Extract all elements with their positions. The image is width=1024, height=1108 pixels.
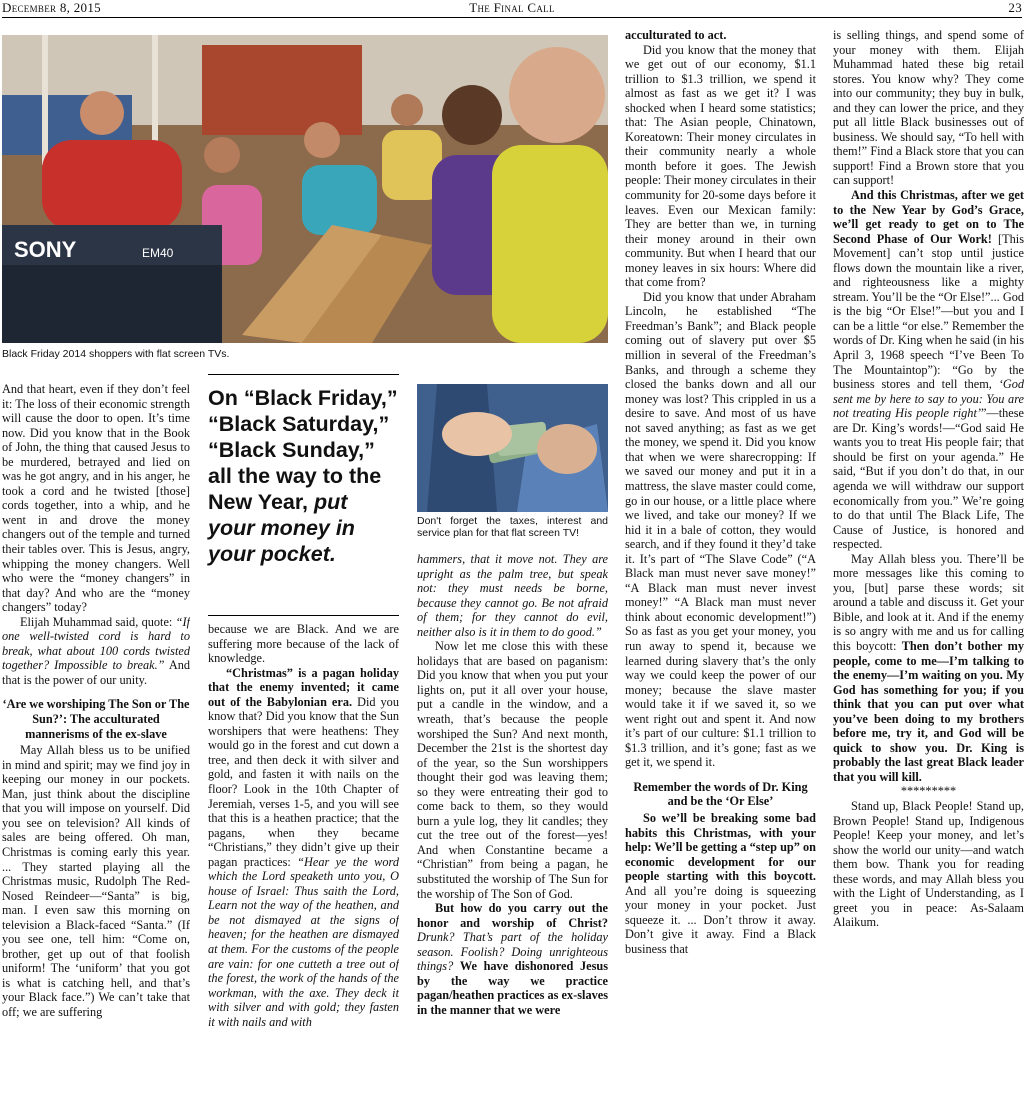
jeremiah-quote-continued: hammers, that it move not. They are upright as the palm tree, but speak not: they must needs be borne, because they cannot go. Be not afraid of them; for they cannot do evil, neither also is it in them to do good.” bbox=[417, 552, 608, 639]
black-friday-photo bbox=[2, 35, 608, 343]
col5-para-2: And this Christmas, after we get to the New Year by God’s Grace, we’ll get ready to get on to The Second Phase of Our Work! [This Movement] can’t stop until justice flows down the mountain like a river, and righteousness like a mighty stream. You’ll be the “Or Else!”... God is the big “Or Else!”—but you and I can be a little “or else.” Remember the words of Dr. King when he said (in his April 3, 1968 speech “I’ve Been To The Mountaintop”): “Go by the business stores and tell them, ‘God sent me by here to say to you: You are not treating His people right’”—these are Dr. King’s words!—“God said He wants you to treat His people fair; that should be first on your agenda.” He said, “But if you don’t do that, in our agenda we will withdraw our support economically from you.” We’re going to do that until The Black Life, The Cause of Justice, is honored and respected. bbox=[833, 188, 1024, 552]
col4-para-1: acculturated to act. bbox=[625, 28, 727, 42]
issue-date: December 8, 2015 bbox=[2, 0, 101, 15]
col1-para-3: May Allah bless us to be unified in mind and spirit; may we find joy in keeping our money in our pockets. Man, just think about the discipline that you will impose on yourself. Did you see on television? All kinds of sales are being offered. Oh man, Christmas is coming early this year. ... They started playing all the Christmas music, Rudolph The Red-Nosed Reindeer—“Santa” is big, man. I even saw this morning on television a Black-faced “Santa.” (If you see one, tell him: “Come on, brother, get up out of that foolish uniform! The ‘uniform’ that you got is what is catching hell, and that’s your Black face.”) We can’t take that off; we are suffering bbox=[2, 743, 190, 1019]
sony-sign: SONY bbox=[14, 237, 77, 262]
article-column-5 bbox=[833, 28, 1024, 1108]
col2-para-2: “Christmas” is a pagan holiday that the enemy invented; it came out of the Babylonian era. Did you know that? Did you know that the Sun worshipers that were heathens: They would go in the forest and cut down a tree, and then deck it with silver and gold, and fasten it with nails on the floor? Look in the 10th Chapter of Jeremiah, verses 1-5, and you will see that this is a heathen practice; that the pagans, when they became “Christians,” they didn’t give up their pagan practices: “Hear ye the word which the Lord speaketh unto you, O house of Israel: Thus saith the Lord, Learn not the way of the heathen, and be not dismayed at the signs of heaven; for the heathen are dismayed at them. For the customs of the people are vain: for one cutteth a tree out of the forest, the work of the hands of the workman, with the axe. They deck it with silver and with gold; they fasten it with nails and with bbox=[208, 665, 399, 1029]
col3-para-2: Now let me close this with these holidays that are based on paganism: Did you know that when you put your lights on, put it all over your house, put a candle in the window, and a wreath, that’s because the people worshiped the Sun? And next month, December the 21st is the shortest day of the year, so the Sun worshippers thought their god was leaving them; so they were entreating their god to come back to them, so they would burn a yule log, they lit candles; they cut the tree out of the forest—yes! And when Constantine became a “Christian” from being a pagan, he substituted the worship of The Sun for the worship of The Son of God. bbox=[417, 639, 608, 901]
pull-quote-main: On “Black Friday,” “Black Saturday,” “Black Sunday,” all the way to the New Year, bbox=[208, 386, 398, 514]
col4-para-3: Did you know that under Abraham Lincoln, he established “The Freedman’s Bank”; and Black people coming out of slavery put over $5 million in several of the Freedman’s Banks, and through a scheme they closed the banks down and all our money was lost? This crippled in us a desire to save. And most of us have not saved anything; as fast as we get the money, we spend it. Did you know that when we were sharecropping: If we saved our money and put it in a mattress, the slave master could come, go in our house, or a little place where we lived, and take our money? If we hid it in a bale of cotton, they would search, and if they found it they’d take it. It’s part of “The Slave Code” (“A Black man must never save money!” “A Black man must never invest money!” “A Black man must never think about economic development!”) So as fast as you get your money, you run away to spend it, because we learned during slavery that’s the only way we could keep the power of our money; because the slave master would take it if we saved it, so we went right out and spent it. And now it’s part of our culture: $1.1 trillion to $1.3 trillion, and it’s gone; fast as we get it, we spend it. bbox=[625, 289, 816, 770]
jeremiah-quote: “Hear ye the word which the Lord speaketh unto you, O house of Israel: Thus saith the Lord, Learn not the way of the heathen, and be not dismayed at the signs of heaven; for the heathen are dismayed at them. For the customs of the people are vain: for one cutteth a tree out of the forest, the work of the hands of the workman, with the axe. They deck it with silver and with gold; they fasten it with nails and with bbox=[208, 854, 399, 1029]
col5-para-3: May Allah bless you. There’ll be more messages like this coming to you, [but] parse these words; sit around a table and discuss it. Get your Bible, and look at it. And if the enemy is so angry with me and us for calling this boycott: Then don’t bother my people, come to me—I’m talking to the enemy—I’m waiting on you. My God has something for you; if you think that you can put over what you’ve been doing to my brothers before me, try it, and God will be quick to show you. Dr. King is probably the last great Black leader that you will kill. bbox=[833, 551, 1024, 784]
wallet-photo bbox=[417, 384, 608, 512]
king-quote: ‘God sent me by here to say to you: You are not treating His people right’ bbox=[833, 377, 1024, 421]
small-photo-caption: Don't forget the taxes, interest and service plan for that flat screen TV! bbox=[417, 515, 608, 539]
col1-para-1: And that heart, even if they don’t feel it: The loss of their economic strength will cause the door to open. It’s time now. Did you know that in the Book of John, the thing that caused Jesus to be murdered, betrayed and lied on was he got angry, and in his anger, he took a cord and he twisted [those] cords together, into a whip, and he went in and drove the money changers out of the temple and turned their tables over. This is Jesus, angry, whipping the money changers. Well who were the “money changers” in that day? And who are the “money changers” today? bbox=[2, 382, 190, 615]
publication-name: The Final Call bbox=[469, 0, 555, 15]
article-column-2 bbox=[208, 622, 399, 1108]
christmas-pagan-statement: “Christmas” is a pagan holiday that the enemy invented; it came out of the Babylonian era. bbox=[208, 665, 399, 709]
article-column-3 bbox=[417, 552, 608, 1108]
article-column-4 bbox=[625, 28, 816, 1108]
page-header bbox=[2, 0, 1022, 18]
muhammad-quote: “If one well-twisted cord is hard to break, what about 100 cords twisted together? Impossible to break.” bbox=[2, 614, 190, 673]
col4-para-2: Did you know that the money that we get out of our economy, $1.1 trillion to $1.3 trillion, we spend it almost as fast as we get it? I was shocked when I heard some statistics; that: The Asian people, Chinatown, Koreatown: Their money circulates in their community nearly a whole month before it goes. The Jewish people: Their money circulates in their community for 20-some days before it leaves. Even our Mexican family: They are better than we, in turning their money around in their own community. But when I heard that our money leaves in six hours: Where did that come from? bbox=[625, 42, 816, 290]
pull-quote bbox=[208, 374, 399, 616]
section-divider: ********* bbox=[900, 784, 957, 799]
col5-para-1: is selling things, and spend some of your money with them. Elijah Muhammad hated these big retail stores. You know why? They come into our community; they buy in bulk, and they can lower the price, and they put all little Black businesses out of business. We should say, “To hell with them!” Find a Black store that you can support! Find a Brown store that you can support! bbox=[833, 28, 1024, 188]
col3-para-3: But how do you carry out the honor and worship of Christ? Drunk? That’s part of the holiday season. Foolish? Doing unrighteous things? We have dishonored Jesus by the way we practice pagan/heathen practices as ex-slaves in the manner that we were bbox=[417, 901, 608, 1017]
col1-subhead: ‘Are we worshiping The Son or The Sun?’: The acculturated mannerisms of the ex-slave bbox=[2, 697, 190, 741]
col2-para-1: because we are Black. And we are suffering more because of the lack of knowledge. bbox=[208, 622, 399, 666]
col5-para-4: Stand up, Black People! Stand up, Brown People! Stand up, Indigenous People! Keep your money, and let’s show the world our unity—and watch them bow. Thank you for reading these words, and may Allah bless you with the Light of Understanding, as I greet you in peace: As-Salaam Alaikum. bbox=[833, 798, 1024, 930]
tv-model: EM40 bbox=[142, 246, 174, 260]
col4-subhead: Remember the words of Dr. King and be the ‘Or Else’ bbox=[633, 779, 808, 809]
pull-quote-emphasis: put your money in your pocket. bbox=[208, 490, 355, 566]
page-number: 23 bbox=[1008, 0, 1022, 15]
main-photo-caption: Black Friday 2014 shoppers with flat screen TVs. bbox=[2, 348, 230, 360]
shoppers-illustration bbox=[2, 35, 608, 343]
article-column-1 bbox=[2, 382, 190, 1108]
col4-para-4: So we’ll be breaking some bad habits this Christmas, with your help: We’ll be getting a “step up” on economic development for our people starting with this boycott. And all you’re doing is squeezing your money in your pocket. Just squeeze it. ... Don’t throw it away. Don’t give it away. Find a Black business that bbox=[625, 810, 816, 956]
wallet-illustration bbox=[417, 384, 608, 512]
col1-para-2: Elijah Muhammad said, quote: “If one well-twisted cord is hard to break, what about 100 cords twisted together? Impossible to break.” And that is the power of our unity. bbox=[2, 614, 190, 687]
